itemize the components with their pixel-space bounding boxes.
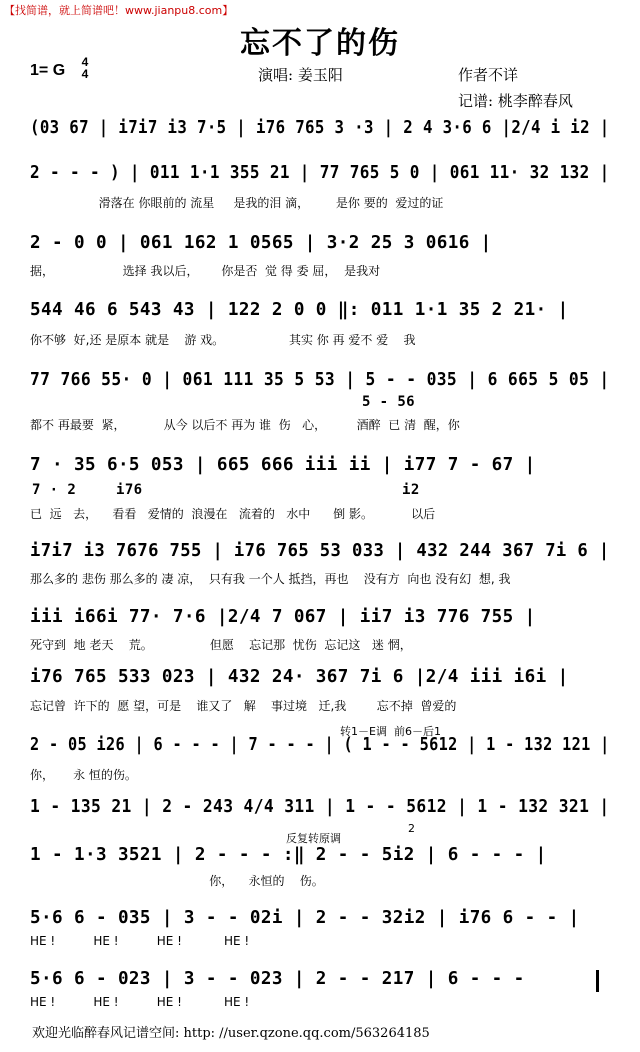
score-row-14-lyrics: HE ! HE ! HE ! HE ! (30, 995, 250, 1009)
score-row-3-lyrics: 据， 选择 我以后， 你是否 觉 得 委 屈， 是我对 (30, 264, 381, 278)
footer-credit[interactable]: 欢迎光临醉春风记谱空间: http: //user.qzone.qq.com/563264185 (32, 1026, 430, 1041)
singer-credit: 演唱: 姜玉阳 (258, 66, 343, 84)
score-row-13-lyrics: HE ! HE ! HE ! HE ! (30, 934, 250, 948)
score-row-11-notes: 1 - 135 21 | 2 - 243 4/4 311 | 1 - - 5612 | 1 - 132 321 | (30, 797, 610, 817)
score-row-14-notes: 5·6 6 - 023 | 3 - - 023 | 2 - - 217 | 6 - - - (30, 969, 536, 989)
score-row-10-notes: 2 - 05 i26 | 6 - - - | 7 - - - | ( 1 - - 5612 | 1 - 132 121 | (30, 735, 610, 755)
time-bottom: 4 (81, 67, 89, 81)
score-row-6-notes: 7 · 35 6·5 053 | 665 666 iii ii | i77 7 - 67 | (30, 455, 536, 475)
score-row-6-lyrics: 已 远 去， 看看 爱情的 浪漫在 流着的 水中 倒 影。 以后 (30, 507, 436, 521)
score-row-4-lyrics: 你不够 好,还 是原本 就是 游 戏。 其实 你 再 爱不 爱 我 (30, 333, 416, 347)
score-row-5-notes: 77 766 55· 0 | 061 111 35 5 53 | 5 - - 035 | 6 665 5 05 | (30, 370, 610, 390)
key-signature: 1= G (30, 62, 66, 79)
final-barline (596, 970, 599, 992)
lower-voice-line: 5 - 56 (362, 394, 415, 410)
modulation-note: 转1－E调 前6－后1 (340, 725, 441, 738)
song-title: 忘不了的伤 (240, 26, 400, 61)
notator-credit: 记谱: 桃李醉春风 (458, 92, 573, 110)
score-row-1-notes: (03 67 | i7i7 i3 7·5 | i76 765 3 ·3 | 2 4 3·6 6 |2/4 i i2 | (30, 118, 610, 138)
score-row-4-notes: 544 46 6 543 43 | 122 2 0 0 ‖: 011 1·1 35 2 21· | (30, 300, 569, 320)
harmony-line-b: i76 (116, 482, 143, 498)
score-row-12-lyrics: 你， 永恒的 伤。 (30, 874, 324, 888)
score-row-13-notes: 5·6 6 - 035 | 3 - - 02i | 2 - - 32i2 | i76 6 - - | (30, 908, 580, 928)
harmony-line-c: i2 (402, 482, 420, 498)
volta-number: 2 (408, 822, 415, 835)
site-banner[interactable]: 【找简谱，就上简谱吧！www.jianpu8.com】 (4, 4, 234, 17)
score-row-8-lyrics: 死守到 地 老天 荒。 但愿 忘记那 忧伤 忘记这 迷 惘， (30, 638, 412, 652)
score-row-2-lyrics: 滑落在 你眼前的 流星 是我的泪 滴， 是你 要的 爱过的证 (30, 196, 444, 210)
score-row-7-lyrics: 那么多的 悲伤 那么多的 凄 凉， 只有我 一个人 抵挡，再也 没有方 向也 没有幻 想, 我 (30, 572, 511, 586)
score-row-5-lyrics: 都不 再最要 紧， 从今 以后不 再为 谁 伤 心， 酒醉 已 清 醒，你 (30, 418, 460, 432)
score-row-7-notes: i7i7 i3 7676 755 | i76 765 53 033 | 432 244 367 7i 6 | (30, 541, 610, 561)
score-row-12-notes: 1 - 1·3 3521 | 2 - - - :‖ 2 - - 5i2 | 6 - - - | (30, 845, 547, 865)
score-row-8-notes: iii i66i 77· 7·6 |2/4 7 067 | ii7 i3 776 755 | (30, 607, 536, 627)
harmony-line-a: 7 · 2 (32, 482, 77, 498)
score-row-3-notes: 2 - 0 0 | 061 162 1 0565 | 3·2 25 3 0616 | (30, 233, 492, 253)
repeat-instruction: 反复转原调 (286, 832, 341, 845)
author-credit: 作者不详 (458, 66, 519, 84)
time-top: 4 (81, 55, 89, 69)
score-row-9-notes: i76 765 533 023 | 432 24· 367 7i 6 |2/4 iii i6i | (30, 667, 569, 687)
score-row-9-lyrics: 忘记曾 许下的 愿 望，可是 谁又了 解 事过境 迁,我 忘不掉 曾爱的 (30, 699, 457, 713)
score-row-2-notes: 2 - - - ) | 011 1·1 355 21 | 77 765 5 0 | 061 11· 32 132 | (30, 163, 610, 183)
score-row-10-lyrics: 你， 永 恒的伤。 (30, 768, 137, 782)
time-signature (78, 56, 92, 80)
